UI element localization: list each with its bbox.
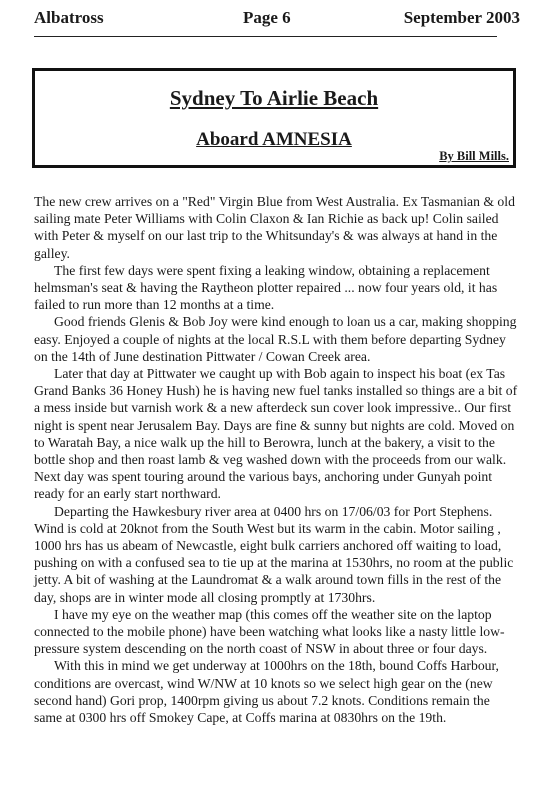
article-paragraph: The first few days were spent fixing a leaking window, obtaining a replacement helmsman's seat & having the Raytheon plotter repaired ... now four years old, it has failed to run more than 12 months at a time.: [34, 262, 498, 313]
article-paragraph: With this in mind we get underway at 1000hrs on the 18th, bound Coffs Harbour, conditions are overcast, wind W/NW at 10 knots so we select high gear on the (new second hand) Gori prop, 1400rpm giving us about 7.2 knots. Conditions remain the same at 0300 hrs off Smokey Cape, at Coffs marina at 0830hrs on the 19th.: [34, 658, 499, 726]
article-body: [34, 193, 518, 726]
page-header: [34, 8, 520, 32]
article-paragraph: Later that day at Pittwater we caught up with Bob again to inspect his boat (ex Tas Grand Banks 36 Honey Hush) he is having new fuel tanks installed so things are a bit of a mess inside but varnish work & a new afterdeck sun cover look impressive.. Our first night is spent near Jerusalem Bay. Days are fine & sunny but nights are cold. Moved on to Waratah Bay, a nice walk up the hill to Berowra, lunch at the bakery, a visit to the bottle shop and then roast lamb & veg washed down with the proceeds from our walk. Next day was spent touring around the various bays, anchoring under Gunyah point ready for an early start northward.: [34, 366, 518, 502]
article-byline: By Bill Mills.: [439, 149, 509, 163]
article-paragraph: I have my eye on the weather map (this comes off the weather site on the laptop connected to the mobile phone) have been watching what looks like a nasty little low-pressure system descending on the north coast of NSW in about three or four days.: [34, 606, 505, 657]
publication-name: Albatross: [34, 8, 104, 27]
page-number: Page 6: [243, 8, 291, 27]
article-paragraph: The new crew arrives on a "Red" Virgin Blue from West Australia. Ex Tasmanian & old sailing mate Peter Williams with Colin Claxon & Ian Richie as back up! Colin sailed with Peter & myself on our last trip to the Whitsunday's & was always at hand in the galley.: [34, 194, 515, 261]
issue-date: September 2003: [403, 8, 520, 27]
article-subtitle: Aboard AMNESIA: [196, 129, 352, 150]
header-divider: [34, 36, 497, 37]
article-paragraph: Departing the Hawkesbury river area at 0400 hrs on 17/06/03 for Port Stephens. Wind is cold at 20knot from the South West but its warm in the cabin. Motor sailing , 1000 hrs has us abeam of Newcastle, eight bulk carriers anchored off waiting to load, pushing on with a confused sea to tie up at the marina at 1530hrs, no room at the public jetty. A bit of washing at the Laundromat & a walk around town fills in the rest of the day, shops are in winter mode all closing promptly at 1730hrs.: [34, 503, 514, 605]
article-paragraph: Good friends Glenis & Bob Joy were kind enough to loan us a car, making shopping easy. Enjoyed a couple of nights at the local R.S.L with them before departing Sydney on the 14th of June destination Pittwater / Cowan Creek area.: [34, 314, 517, 364]
article-title: Sydney To Airlie Beach: [169, 86, 379, 110]
title-box: [32, 68, 516, 168]
